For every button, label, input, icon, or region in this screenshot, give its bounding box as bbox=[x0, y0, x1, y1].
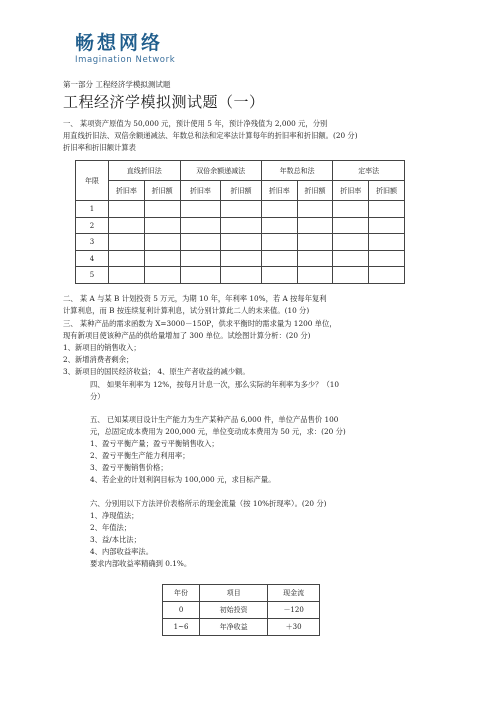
table-subheader-row bbox=[76, 181, 405, 201]
year-cell: 3 bbox=[76, 234, 109, 251]
cash-cell: －120 bbox=[268, 602, 320, 619]
q5-line-1: 五、 已知某项目设计生产能力为生产某种产品 6,000 件，单位产品售价 100 bbox=[90, 415, 339, 424]
method-header: 直线折旧法 bbox=[109, 161, 181, 181]
method-header: 定率法 bbox=[333, 161, 405, 181]
q3-item: 3、新项目的国民经济收益； 4、原生产者收益的减少额。 bbox=[63, 367, 250, 376]
year-cell: 1~6 bbox=[163, 619, 200, 636]
table-header-row bbox=[163, 585, 320, 602]
question-6 bbox=[90, 498, 450, 570]
q2-line-2: 计算利息，而 B 按连续复利计算利息，试分别计算此二人的未来值。(10 分) bbox=[63, 306, 310, 315]
table-row bbox=[76, 201, 405, 218]
table-header-row bbox=[76, 161, 405, 181]
rate-header: 折旧率 bbox=[109, 181, 145, 201]
year-cell: 5 bbox=[76, 267, 109, 284]
table-row bbox=[76, 250, 405, 267]
q5-item: 2、盈亏平衡生产能力利用率； bbox=[90, 451, 190, 460]
q6-item: 1、净现值法； bbox=[90, 511, 139, 520]
q6-item: 2、年值法； bbox=[90, 523, 132, 532]
part-label: 第一部分 工程经济学模拟测试题 bbox=[63, 80, 171, 89]
q3-item: 1、新项目的销售收入； bbox=[63, 343, 141, 352]
col-header: 项目 bbox=[200, 585, 268, 602]
q3-line-1: 三、 某种产品的需求函数为 X=3000－150P，供求平衡时的需求量为 1200 单位， bbox=[63, 319, 337, 328]
table-row bbox=[163, 602, 320, 619]
question-1 bbox=[63, 118, 443, 154]
year-cell: 1 bbox=[76, 201, 109, 218]
amount-header: 折旧额 bbox=[369, 181, 405, 201]
page-title: 工程经济学模拟测试题（一） bbox=[63, 93, 265, 111]
q5-item: 1、盈亏平衡产量；盈亏平衡销售收入； bbox=[90, 439, 219, 448]
amount-header: 折旧额 bbox=[144, 181, 180, 201]
question-4 bbox=[90, 379, 450, 403]
rate-header: 折旧率 bbox=[333, 181, 369, 201]
rate-header: 折旧率 bbox=[261, 181, 297, 201]
q1-line-3: 折旧率和折旧额计算表 bbox=[63, 143, 136, 152]
q6-note: 要求内部收益率精确到 0.1%。 bbox=[90, 559, 192, 568]
table-row bbox=[76, 234, 405, 251]
q5-item: 3、盈亏平衡销售价格； bbox=[90, 463, 168, 472]
question-3 bbox=[63, 318, 443, 378]
table-row bbox=[76, 267, 405, 284]
item-cell: 年净收益 bbox=[200, 619, 268, 636]
year-header: 年限 bbox=[76, 161, 109, 201]
q4-line-2: 分） bbox=[90, 392, 105, 401]
q3-item: 2、新增消费者剩余； bbox=[63, 355, 134, 364]
cash-flow-table bbox=[162, 584, 320, 636]
q1-line-1: 一、 某项资产原值为 50,000 元，预计使用 5 年，预计净残值为 2,000 元，分别 bbox=[63, 119, 328, 128]
q6-line-1: 六、分别用以下方法评价表格所示的现金流量（按 10%折现率）。(20 分) bbox=[90, 499, 327, 508]
method-header: 双倍余额递减法 bbox=[180, 161, 261, 181]
table-row bbox=[76, 217, 405, 234]
col-header: 现金流 bbox=[268, 585, 320, 602]
logo-en-text: Imagination Network bbox=[75, 55, 176, 65]
q5-line-2: 元，总固定成本费用为 200,000 元，单位变动成本费用为 50 元，求：(20 分) bbox=[90, 427, 346, 436]
amount-header: 折旧额 bbox=[297, 181, 333, 201]
depreciation-table bbox=[75, 160, 405, 284]
year-cell: 2 bbox=[76, 217, 109, 234]
question-5 bbox=[90, 414, 450, 486]
method-header: 年数总和法 bbox=[261, 161, 333, 181]
q4-line-1: 四、 如果年利率为 12%，按每月计息一次，那么实际的年利率为多少？（10 bbox=[90, 380, 340, 389]
q2-line-1: 二、 某 A 与某 B 计划投资 5 万元，为期 10 年，年利率 10%，若 A 按每年复利 bbox=[63, 294, 327, 303]
q6-item: 4、内部收益率法。 bbox=[90, 547, 154, 556]
logo-cn-text: 畅想网络 bbox=[75, 32, 164, 54]
q6-item: 3、益/本比法； bbox=[90, 535, 141, 544]
cash-cell: ＋30 bbox=[268, 619, 320, 636]
year-cell: 0 bbox=[163, 602, 200, 619]
col-header: 年份 bbox=[163, 585, 200, 602]
item-cell: 初始投资 bbox=[200, 602, 268, 619]
question-2 bbox=[63, 293, 443, 317]
logo bbox=[75, 32, 215, 72]
rate-header: 折旧率 bbox=[180, 181, 221, 201]
table-row bbox=[163, 619, 320, 636]
q5-item: 4、若企业的计划利润目标为 100,000 元，求目标产量。 bbox=[90, 475, 276, 484]
q3-line-2: 现有新项目使该种产品的供给量增加了 300 单位。试绘图计算分析：(20 分) bbox=[63, 331, 311, 340]
year-cell: 4 bbox=[76, 250, 109, 267]
q1-line-2: 用直线折旧法、双倍余额递减法、年数总和法和定率法计算每年的折旧率和折旧额。(20 分) bbox=[63, 131, 358, 140]
amount-header: 折旧额 bbox=[221, 181, 262, 201]
